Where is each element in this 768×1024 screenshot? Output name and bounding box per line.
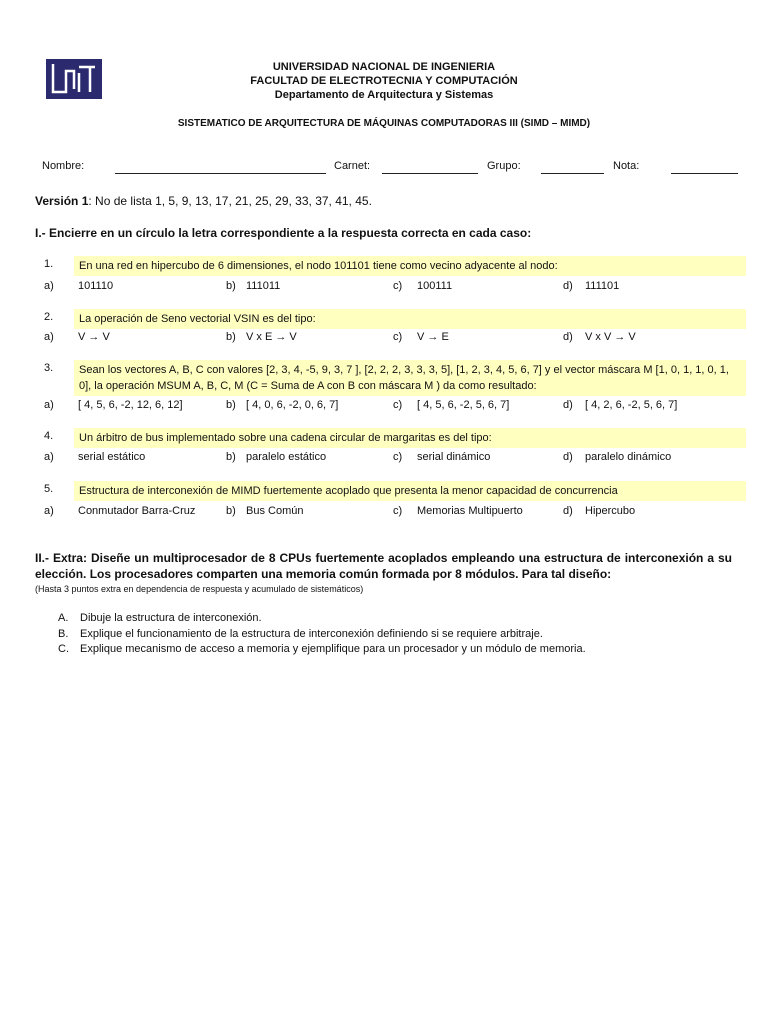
nombre-line xyxy=(115,173,326,174)
option-text: V → E xyxy=(417,331,449,343)
option-text: [ 4, 5, 6, -2, 12, 6, 12] xyxy=(78,399,183,411)
question-number: 1. xyxy=(44,258,54,270)
option-label: b) xyxy=(226,505,236,517)
carnet-label: Carnet: xyxy=(334,160,371,172)
option-text: 100111 xyxy=(417,280,453,292)
option-label: c) xyxy=(393,505,403,517)
option-text: serial estático xyxy=(78,451,146,463)
option-text: paralelo estático xyxy=(246,451,327,463)
item-text: Dibuje la estructura de interconexión. xyxy=(80,612,262,624)
option-text: paralelo dinámico xyxy=(585,451,672,463)
option-text: V x E → V xyxy=(246,331,297,343)
version-label: Versión 1 xyxy=(35,194,89,208)
nota-label: Nota: xyxy=(613,160,640,172)
option-label: a) xyxy=(44,399,54,411)
option-label: b) xyxy=(226,331,236,343)
question-text: Un árbitro de bus implementado sobre una cadena circular de margaritas es del tipo: xyxy=(74,428,746,448)
option-label: a) xyxy=(44,451,54,463)
question-number: 3. xyxy=(44,362,54,374)
grupo-label: Grupo: xyxy=(487,160,521,172)
question-text: En una red en hipercubo de 6 dimensiones, el nodo 101101 tiene como vecino adyacente al nodo: xyxy=(74,256,746,276)
version-text: : No de lista 1, 5, 9, 13, 17, 21, 25, 29, 33, 37, 41, 45. xyxy=(88,194,372,208)
item-letter: B. xyxy=(58,628,69,640)
option-text: [ 4, 2, 6, -2, 5, 6, 7] xyxy=(585,399,678,411)
option-label: d) xyxy=(563,331,573,343)
question-text: Sean los vectores A, B, C con valores [2, 3, 4, -5, 9, 3, 7 ], [2, 2, 2, 3, 3, 3, 5], [1, 2, 3, 4, 5, 6, 7] y el vector máscara M [1, 0, 1, 1, 0, 1, 0], la operación MSUM A, B, C, M (C = Suma de A con B con máscara M ) da como resultado: xyxy=(74,360,746,396)
version-line xyxy=(35,194,372,208)
option-label: d) xyxy=(563,399,573,411)
nombre-label: Nombre: xyxy=(42,160,85,172)
option-text: Hipercubo xyxy=(585,505,636,517)
exam-title: SISTEMATICO DE ARQUITECTURA DE MÁQUINAS COMPUTADORAS III (SIMD – MIMD) xyxy=(177,118,591,129)
option-label: a) xyxy=(44,280,54,292)
item-letter: C. xyxy=(58,643,69,655)
section1-title: I.- Encierre en un círculo la letra correspondiente a la respuesta correcta en cada caso: xyxy=(35,226,532,240)
carnet-line xyxy=(382,173,478,174)
faculty-name: FACULTAD DE ELECTROTECNIA Y COMPUTACIÓN xyxy=(250,75,518,87)
university-name: UNIVERSIDAD NACIONAL DE INGENIERIA xyxy=(272,61,496,73)
option-label: d) xyxy=(563,505,573,517)
option-label: b) xyxy=(226,399,236,411)
item-text: Explique mecanismo de acceso a memoria y ejemplifique para un procesador y un módulo de memoria. xyxy=(80,643,586,655)
option-text: 111101 xyxy=(585,280,620,292)
question-text: La operación de Seno vectorial VSIN es del tipo: xyxy=(74,309,746,329)
question-number: 4. xyxy=(44,430,54,442)
option-text: V → V xyxy=(78,331,110,343)
option-text: [ 4, 5, 6, -2, 5, 6, 7] xyxy=(417,399,510,411)
option-text: 111011 xyxy=(246,280,281,292)
question-number: 2. xyxy=(44,311,54,323)
option-text: 101110 xyxy=(78,280,114,292)
item-text: Explique el funcionamiento de la estructura de interconexión definiendo si se requiere arbitraje. xyxy=(80,628,543,640)
option-label: d) xyxy=(563,280,573,292)
option-label: d) xyxy=(563,451,573,463)
option-label: c) xyxy=(393,451,403,463)
option-text: Conmutador Barra-Cruz xyxy=(78,505,196,517)
option-label: a) xyxy=(44,331,54,343)
section2-title: II.- Extra: Diseñe un multiprocesador de 8 CPUs fuertemente acoplados empleando una estructura de interconexión a su elección. Los procesadores comparten una memoria común formada por 8 módulos. Para tal diseño: xyxy=(35,551,732,581)
department-name: Departamento de Arquitectura y Sistemas xyxy=(274,89,494,101)
section2-note: (Hasta 3 puntos extra en dependencia de respuesta y acumulado de sistemáticos) xyxy=(35,584,364,594)
nota-line xyxy=(671,173,738,174)
option-text: serial dinámico xyxy=(417,451,491,463)
option-label: c) xyxy=(393,331,403,343)
option-label: b) xyxy=(226,451,236,463)
option-label: a) xyxy=(44,505,54,517)
option-text: [ 4, 0, 6, -2, 0, 6, 7] xyxy=(246,399,339,411)
question-text: Estructura de interconexión de MIMD fuertemente acoplado que presenta la menor capacidad de concurrencia xyxy=(74,481,746,501)
option-label: c) xyxy=(393,399,403,411)
option-text: Memorias Multipuerto xyxy=(417,505,523,517)
grupo-line xyxy=(541,173,604,174)
option-label: b) xyxy=(226,280,236,292)
option-text: V x V → V xyxy=(585,331,636,343)
option-label: c) xyxy=(393,280,403,292)
item-letter: A. xyxy=(58,612,69,624)
option-text: Bus Común xyxy=(246,505,304,517)
question-number: 5. xyxy=(44,483,54,495)
